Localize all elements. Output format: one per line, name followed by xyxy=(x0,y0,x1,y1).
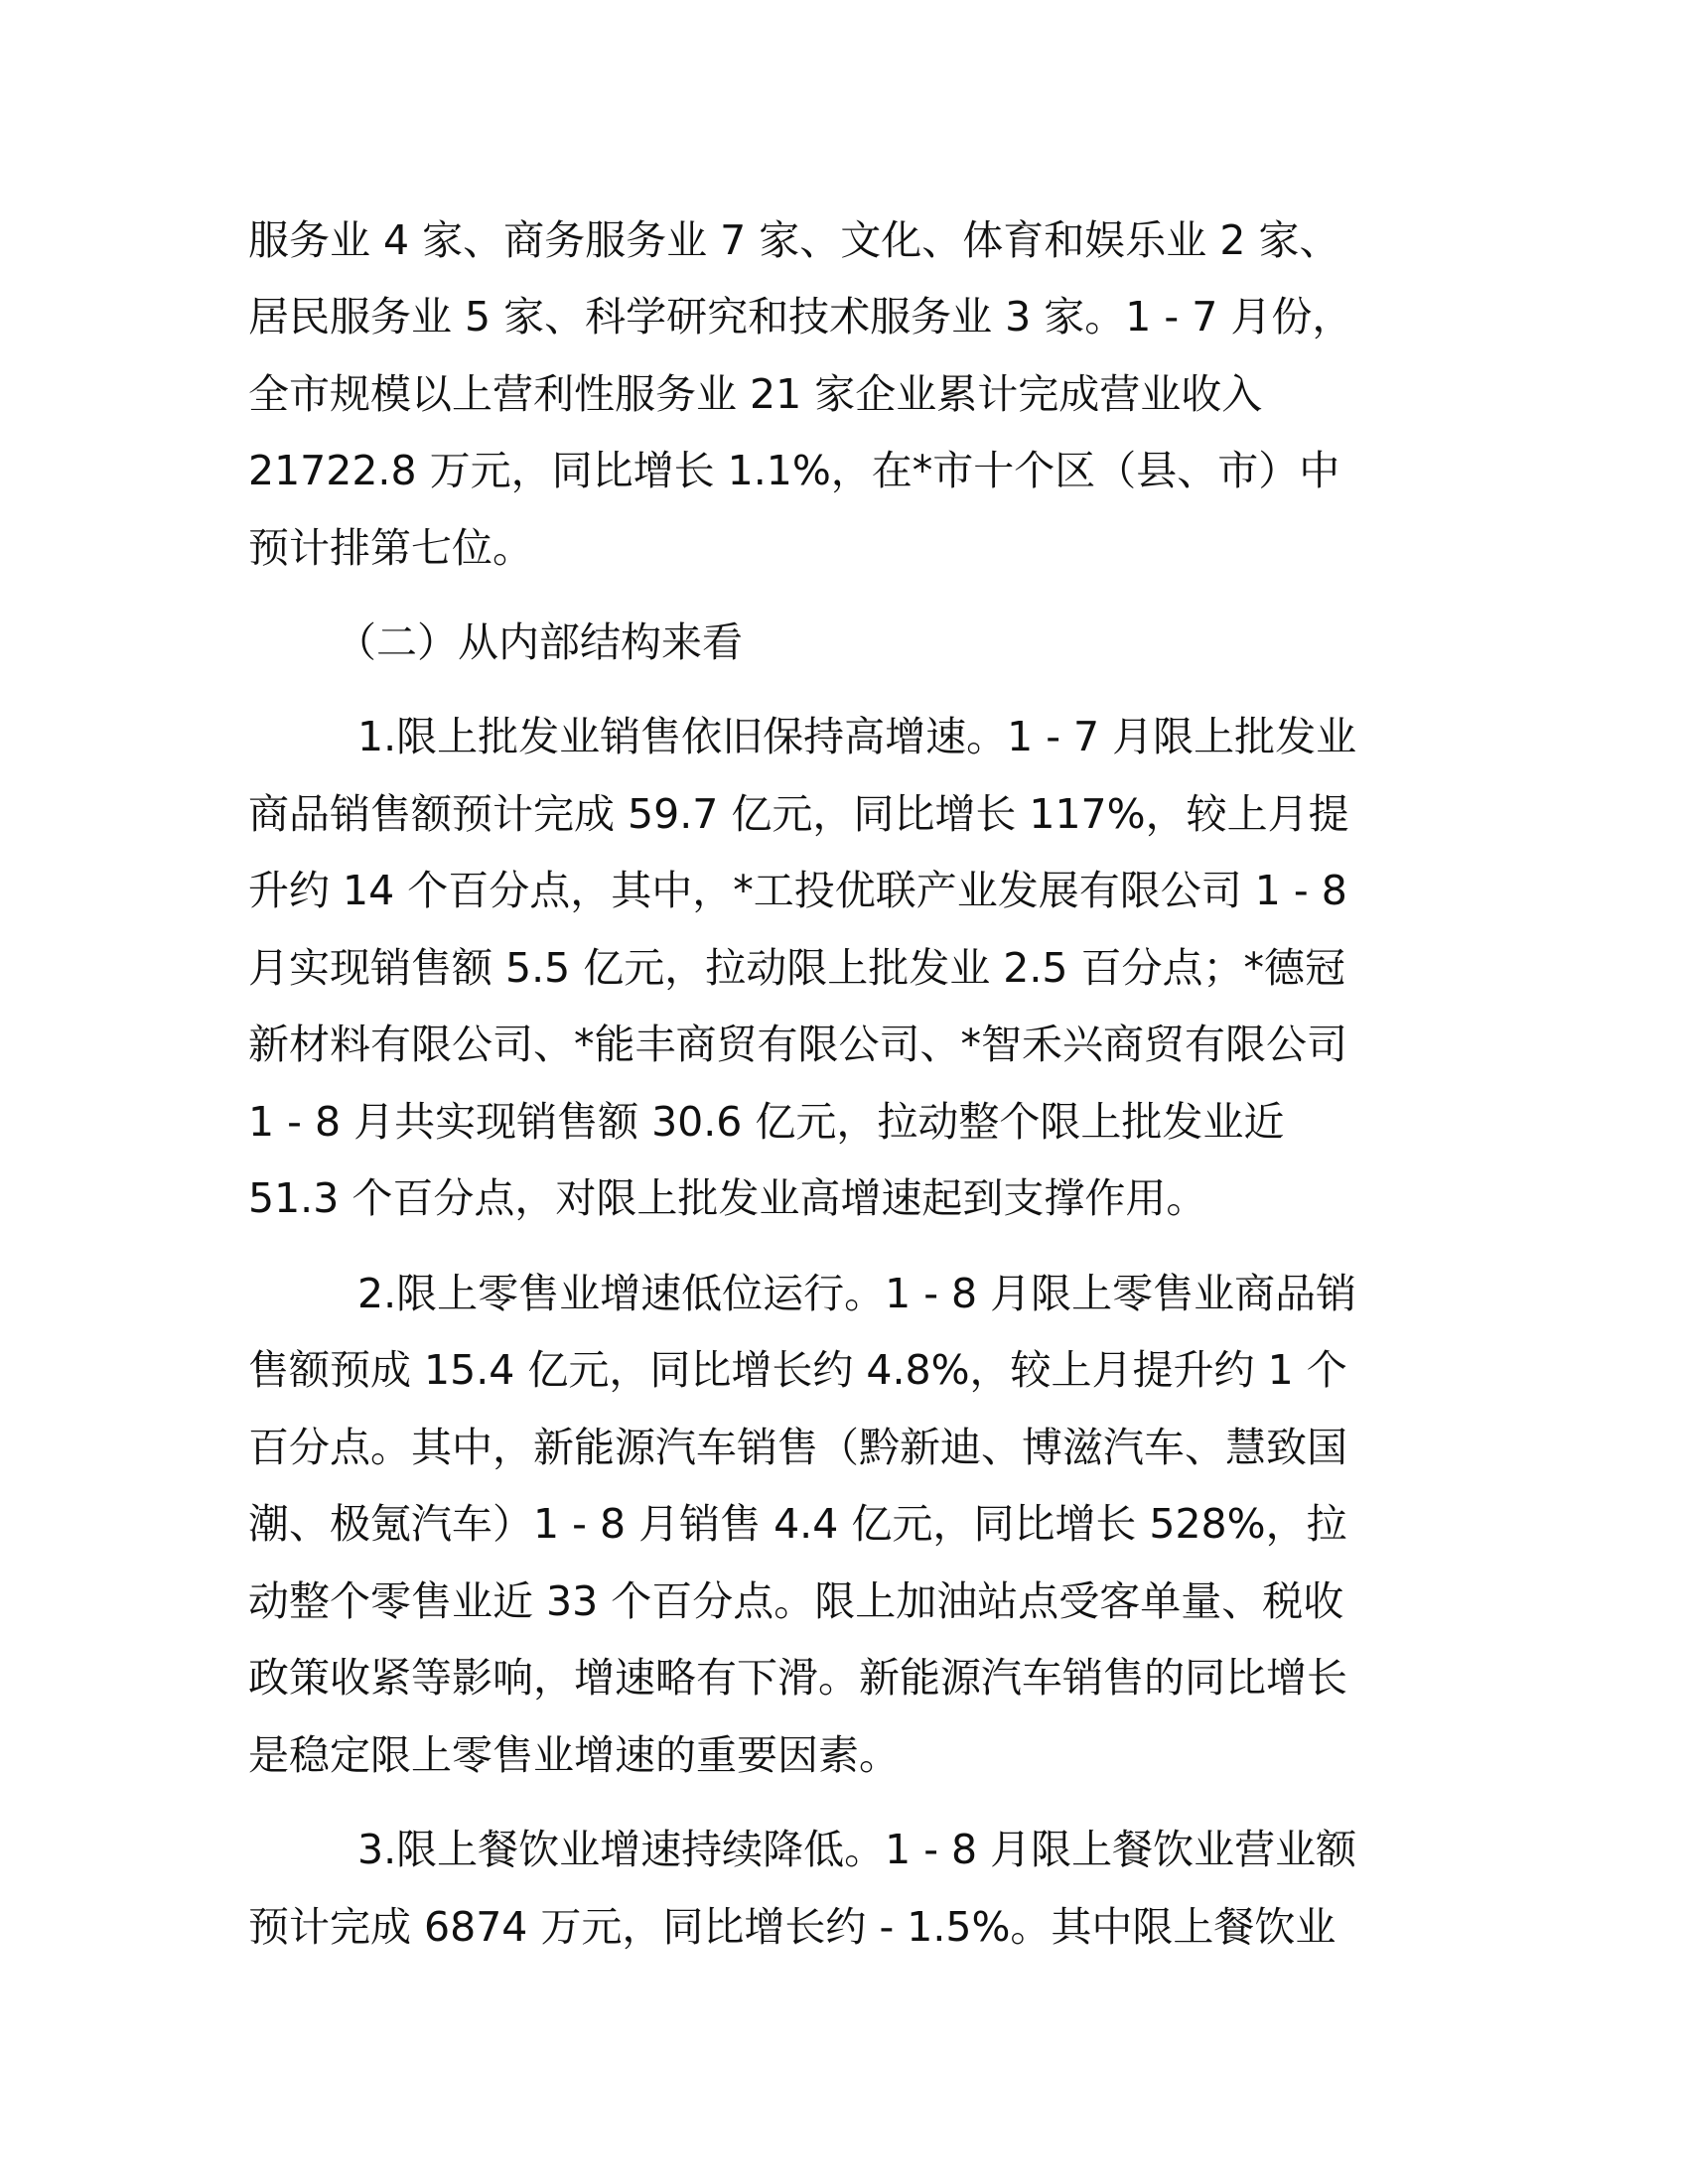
text-line: 预计完成 6874 万元，同比增长约 - 1.5%。其中限上餐饮业 xyxy=(248,1903,1336,1951)
text-line: 新材料有限公司、*能丰商贸有限公司、*智禾兴商贸有限公司 xyxy=(248,1021,1347,1068)
paragraph-first-line: 2.限上零售业增速低位运行。1 - 8 月限上零售业商品销 xyxy=(357,1270,1357,1317)
paragraph-first-line: 3.限上餐饮业增速持续降低。1 - 8 月限上餐饮业营业额 xyxy=(357,1826,1357,1873)
text-line: 居民服务业 5 家、科学研究和技术服务业 3 家。1 - 7 月份， xyxy=(248,293,1353,341)
text-line: 月实现销售额 5.5 亿元，拉动限上批发业 2.5 百分点；*德冠 xyxy=(248,944,1346,992)
text-line: 1 - 8 月共实现销售额 30.6 亿元，拉动整个限上批发业近 xyxy=(248,1098,1285,1146)
text-line: 预计排第七位。 xyxy=(248,524,533,572)
text-line: 全市规模以上营利性服务业 21 家企业累计完成营业收入 xyxy=(248,370,1263,418)
text-line: 21722.8 万元，同比增长 1.1%，在*市十个区（县、市）中 xyxy=(248,447,1340,494)
text-line: 商品销售额预计完成 59.7 亿元，同比增长 117%，较上月提 xyxy=(248,790,1349,838)
text-line: 百分点。其中，新能源汽车销售（黔新迪、博滋汽车、慧致国 xyxy=(248,1424,1347,1471)
text-line: 服务业 4 家、商务服务业 7 家、文化、体育和娱乐业 2 家、 xyxy=(248,216,1340,264)
section-heading: （二）从内部结构来看 xyxy=(336,618,743,666)
text-line: 动整个零售业近 33 个百分点。限上加油站点受客单量、税收 xyxy=(248,1577,1344,1625)
text-line: 售额预成 15.4 亿元，同比增长约 4.8%，较上月提升约 1 个 xyxy=(248,1346,1347,1394)
paragraph-first-line: 1.限上批发业销售依旧保持高增速。1 - 7 月限上批发业 xyxy=(357,713,1357,760)
text-line: 51.3 个百分点，对限上批发业高增速起到支撑作用。 xyxy=(248,1174,1207,1222)
text-line: 升约 14 个百分点，其中，*工投优联产业发展有限公司 1 - 8 xyxy=(248,867,1347,914)
text-line: 政策收紧等影响，增速略有下滑。新能源汽车销售的同比增长 xyxy=(248,1654,1347,1702)
text-line: 是稳定限上零售业增速的重要因素。 xyxy=(248,1731,900,1779)
text-line: 潮、极氪汽车）1 - 8 月销售 4.4 亿元，同比增长 528%，拉 xyxy=(248,1500,1347,1548)
